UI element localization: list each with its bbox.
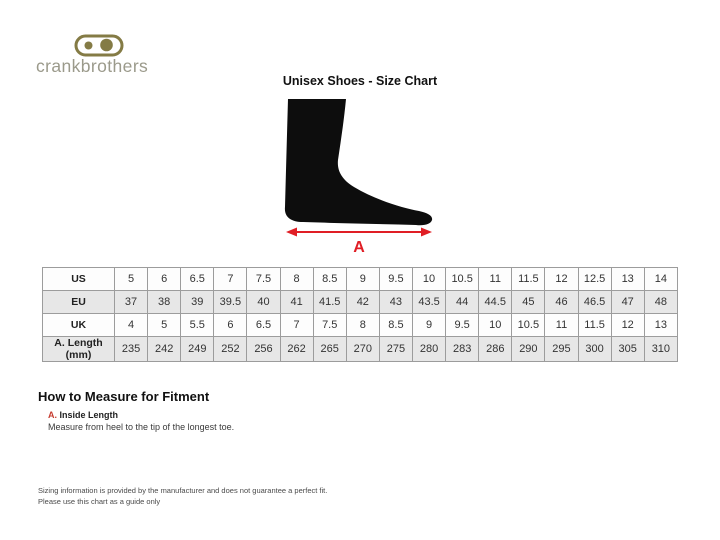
size-cell: 249	[181, 337, 214, 362]
size-cell: 8.5	[313, 268, 346, 291]
size-cell: 275	[379, 337, 412, 362]
size-cell: 46.5	[578, 291, 611, 314]
size-cell: 44	[446, 291, 479, 314]
table-row	[43, 314, 678, 337]
size-cell: 48	[644, 291, 677, 314]
size-cell: 12	[611, 314, 644, 337]
size-cell: 4	[115, 314, 148, 337]
foot-measure-diagram	[270, 92, 520, 262]
measure-letter-label: A	[353, 239, 365, 256]
size-cell: 8.5	[379, 314, 412, 337]
size-cell: 11.5	[512, 268, 545, 291]
size-cell: 45	[512, 291, 545, 314]
size-cell: 14	[644, 268, 677, 291]
size-cell: 270	[346, 337, 379, 362]
size-cell: 47	[611, 291, 644, 314]
size-cell: 295	[545, 337, 578, 362]
size-cell: 44.5	[479, 291, 512, 314]
size-cell: 38	[148, 291, 181, 314]
size-cell: 10.5	[446, 268, 479, 291]
size-cell: 7.5	[313, 314, 346, 337]
size-cell: 9	[412, 314, 445, 337]
size-cell: 5	[148, 314, 181, 337]
size-cell: 5	[115, 268, 148, 291]
page-title: Unisex Shoes - Size Chart	[282, 74, 438, 88]
size-cell: 39.5	[214, 291, 247, 314]
size-cell: 265	[313, 337, 346, 362]
size-cell: 9.5	[446, 314, 479, 337]
size-cell: 46	[545, 291, 578, 314]
size-cell: 10	[412, 268, 445, 291]
size-cell: 6.5	[247, 314, 280, 337]
size-cell: 256	[247, 337, 280, 362]
size-cell: 7	[280, 314, 313, 337]
size-cell: 41	[280, 291, 313, 314]
size-cell: 12.5	[578, 268, 611, 291]
size-cell: 11	[545, 314, 578, 337]
measure-item-description: Measure from heel to the tip of the longest toe.	[48, 422, 235, 432]
size-cell: 11.5	[578, 314, 611, 337]
disclaimer-note	[38, 486, 327, 508]
size-cell: 8	[346, 314, 379, 337]
size-cell: 310	[644, 337, 677, 362]
size-cell: 7.5	[247, 268, 280, 291]
size-cell: 280	[412, 337, 445, 362]
size-cell: 13	[611, 268, 644, 291]
size-cell: 37	[115, 291, 148, 314]
size-cell: 9.5	[379, 268, 412, 291]
length-arrow-icon	[286, 228, 432, 237]
size-cell: 5.5	[181, 314, 214, 337]
size-cell: 235	[115, 337, 148, 362]
size-cell: 283	[446, 337, 479, 362]
measure-item-name: Inside Length	[57, 410, 119, 420]
brand-wordmark: crankbrothers	[36, 56, 149, 76]
size-cell: 42	[346, 291, 379, 314]
size-cell: 39	[181, 291, 214, 314]
size-cell: 11	[479, 268, 512, 291]
size-cell: 12	[545, 268, 578, 291]
row-label: UK	[43, 314, 115, 337]
disclaimer-line-1: Sizing information is provided by the manufacturer and does not guarantee a perfect fit.	[38, 486, 328, 495]
size-table-body	[43, 268, 678, 362]
table-row	[43, 268, 678, 291]
table-row	[43, 291, 678, 314]
size-cell: 41.5	[313, 291, 346, 314]
size-cell: 300	[578, 337, 611, 362]
size-cell: 43.5	[412, 291, 445, 314]
size-cell: 43	[379, 291, 412, 314]
measure-item-title	[48, 410, 118, 420]
size-cell: 262	[280, 337, 313, 362]
size-cell: 7	[214, 268, 247, 291]
foot-silhouette-icon	[285, 99, 432, 225]
size-cell: 6.5	[181, 268, 214, 291]
size-cell: 305	[611, 337, 644, 362]
row-label: US	[43, 268, 115, 291]
size-table	[42, 267, 678, 362]
row-label: A. Length (mm)	[43, 337, 115, 362]
size-cell: 13	[644, 314, 677, 337]
size-cell: 6	[148, 268, 181, 291]
disclaimer-line-2: Please use this chart as a guide only	[38, 496, 161, 506]
measure-item-letter: A.	[48, 410, 57, 420]
size-cell: 6	[214, 314, 247, 337]
row-label: EU	[43, 291, 115, 314]
measure-section-heading: How to Measure for Fitment	[38, 389, 210, 404]
crank-spindle-icon	[74, 34, 124, 57]
table-row	[43, 337, 678, 362]
size-cell: 9	[346, 268, 379, 291]
size-cell: 8	[280, 268, 313, 291]
size-cell: 10	[479, 314, 512, 337]
size-cell: 252	[214, 337, 247, 362]
size-cell: 10.5	[512, 314, 545, 337]
size-cell: 286	[479, 337, 512, 362]
size-cell: 290	[512, 337, 545, 362]
size-cell: 242	[148, 337, 181, 362]
size-cell: 40	[247, 291, 280, 314]
